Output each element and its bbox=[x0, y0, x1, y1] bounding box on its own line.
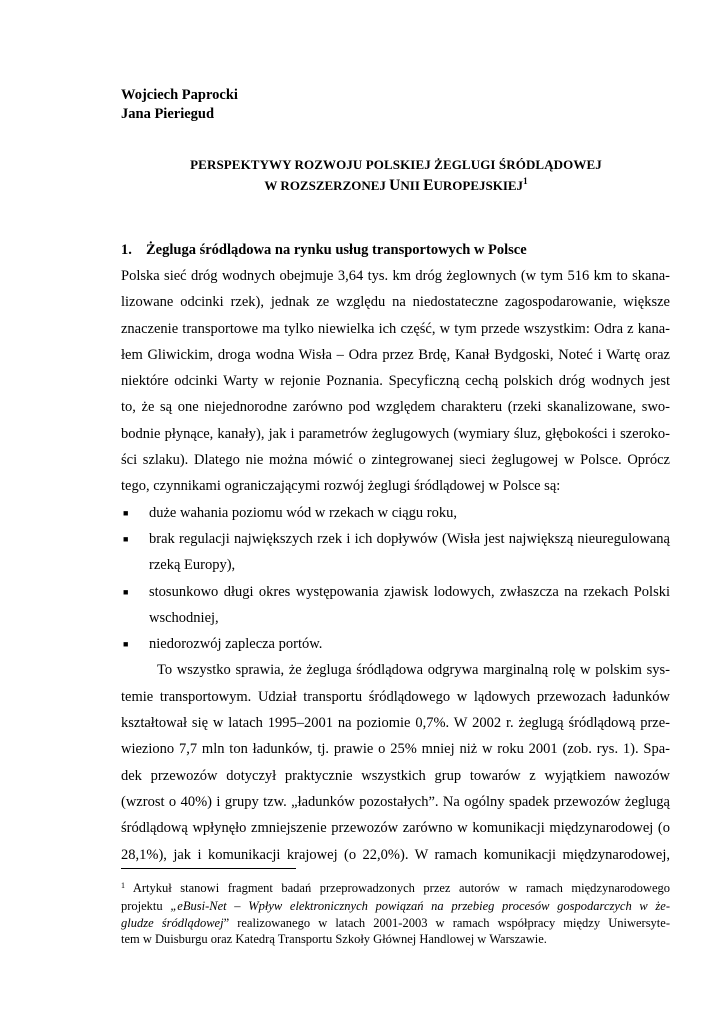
bullet-square-icon: ■ bbox=[123, 533, 129, 544]
bullet-text: niedorozwój zaplecza portów. bbox=[149, 636, 323, 653]
text-line: tego, czynnikami ograniczającymi rozwój żeglugi śródlądowej w Polsce są: bbox=[121, 478, 561, 495]
author-name: Wojciech Paprocki bbox=[121, 87, 238, 103]
text-line: temie transportowym. Udział transportu śródlądowego w lądowych przewozach ładunków bbox=[121, 688, 670, 705]
footnote-line: tem w Duisburgu oraz Katedrą Transportu Szkoły Głównej Handlowej w Warszawie. bbox=[121, 931, 547, 946]
bullet-text: brak regulacji największych rzek i ich dopływów (Wisła jest największą nieuregulowaną bbox=[149, 530, 670, 547]
footnote-text: Artykuł stanowi fragment badań przeprowadzonych przez autorów w ramach międzynarodowego bbox=[125, 881, 670, 895]
footnote-text: projektu bbox=[121, 899, 171, 914]
title-part: NII bbox=[400, 178, 424, 193]
title-part: E bbox=[423, 177, 434, 194]
text-line: znaczenie transportowe ma tylko niewielka ich część, w tym przede wszystkim: Odra z kana- bbox=[121, 320, 670, 337]
authors-block bbox=[121, 86, 238, 124]
text-line: Polska sieć dróg wodnych obejmuje 3,64 tys. km dróg żeglownych (w tym 516 km to skana- bbox=[121, 268, 670, 284]
section-number: 1. bbox=[121, 242, 132, 258]
bullet-item bbox=[121, 631, 670, 657]
bullet-square-icon: ■ bbox=[123, 586, 129, 597]
bullet-item bbox=[121, 579, 670, 605]
text-line: wieziono 7,7 mln ton ładunków, tj. prawie o 25% mniej niż w roku 2001 (zob. rys. 1). Spa- bbox=[121, 741, 670, 758]
bullet-text: duże wahania poziomu wód w rzekach w ciągu roku, bbox=[149, 504, 458, 521]
bullet-continuation: rzeką Europy), bbox=[149, 557, 236, 574]
title-part: U bbox=[389, 177, 401, 194]
bullet-item bbox=[121, 526, 670, 552]
title-line-2 bbox=[100, 175, 692, 198]
title-footnote-ref: 1 bbox=[523, 176, 528, 186]
footnote-line bbox=[121, 880, 670, 898]
title-part: W ROZSZERZONEJ bbox=[264, 178, 390, 193]
text-line: niektóre odcinki Warty w rejonie Poznania. Specyficzną cechą polskich dróg wodnych jest bbox=[121, 373, 670, 390]
footnote-italic-text: gludze śródlądowej bbox=[121, 915, 224, 930]
footnote-separator bbox=[121, 868, 296, 869]
text-line: lizowane odcinki rzek), jednak ze względu na niedostateczne zagospodarowanie, większe bbox=[121, 294, 670, 311]
text-line: dek przewozów dotyczył praktycznie wszystkich grup towarów z wyjątkiem nawozów bbox=[121, 767, 670, 784]
text-line: bodnie płynące, kanały), jak i parametrów żeglugowych (wymiary śluz, głębokości i szeroko- bbox=[121, 425, 670, 442]
body-text bbox=[121, 263, 670, 868]
footnote-text: ” realizowanego w latach 2001-2003 w ramach współpracy między Uniwersyte- bbox=[223, 915, 670, 930]
title-part: UROPEJSKIEJ bbox=[433, 178, 524, 193]
footnote-italic-text: „eBusi-Net – Wpływ elektronicznych powiązań na przebieg procesów gospodarczych w że- bbox=[170, 899, 670, 914]
bullet-item bbox=[121, 500, 670, 526]
paper-title bbox=[100, 154, 692, 198]
footnote bbox=[121, 880, 670, 947]
bullet-square-icon: ■ bbox=[123, 639, 129, 650]
text-line: łem Gliwickim, droga wodna Wisła – Odra przez Brdę, Kanał Bydgoski, Noteć i Wartę oraz bbox=[121, 346, 670, 363]
text-line: (wzrost o 40%) i grupy tzw. „ładunków pozostałych”. Na ogólny spadek przewozów żeglugą bbox=[121, 793, 670, 810]
section-heading bbox=[121, 240, 527, 260]
footnote-line bbox=[121, 915, 670, 931]
text-line: To wszystko sprawia, że żegluga śródlądowa odgrywa marginalną rolę w polskim sys- bbox=[157, 662, 670, 679]
text-line: 28,1%), jak i komunikacji krajowej (o 22,0%). W ramach komunikacji międzynarodowej, bbox=[121, 846, 670, 863]
text-line: ści szlaku). Dlatego nie można mówić o zintegrowanej sieci żeglugowej w Polsce. Oprócz bbox=[121, 452, 670, 469]
author-name: Jana Pieriegud bbox=[121, 106, 215, 122]
title-line-1: PERSPEKTYWY ROZWOJU POLSKIEJ ŻEGLUGI ŚRÓDLĄDOWEJ bbox=[190, 157, 602, 172]
text-line: to, że są one niejednorodne zarówno pod względem charakteru (rzeki skanalizowane, swo- bbox=[121, 399, 670, 416]
bullet-square-icon: ■ bbox=[123, 507, 129, 518]
footnote-line bbox=[121, 898, 670, 914]
text-line: kształtował się w latach 1995–2001 na poziomie 0,7%. W 2002 r. żeglugą śródlądową prze- bbox=[121, 715, 670, 732]
text-line: śródlądową wpłynęło zmniejszenie przewozów zarówno w komunikacji międzynarodowej (o bbox=[121, 820, 670, 837]
bullet-continuation: wschodniej, bbox=[149, 609, 219, 626]
bullet-text: stosunkowo długi okres występowania zjawisk lodowych, zwłaszcza na rzekach Polski bbox=[149, 583, 670, 600]
footnote-mark: 1 bbox=[121, 881, 125, 890]
section-title: Żegluga śródlądowa na rynku usług transportowych w Polsce bbox=[146, 242, 527, 258]
